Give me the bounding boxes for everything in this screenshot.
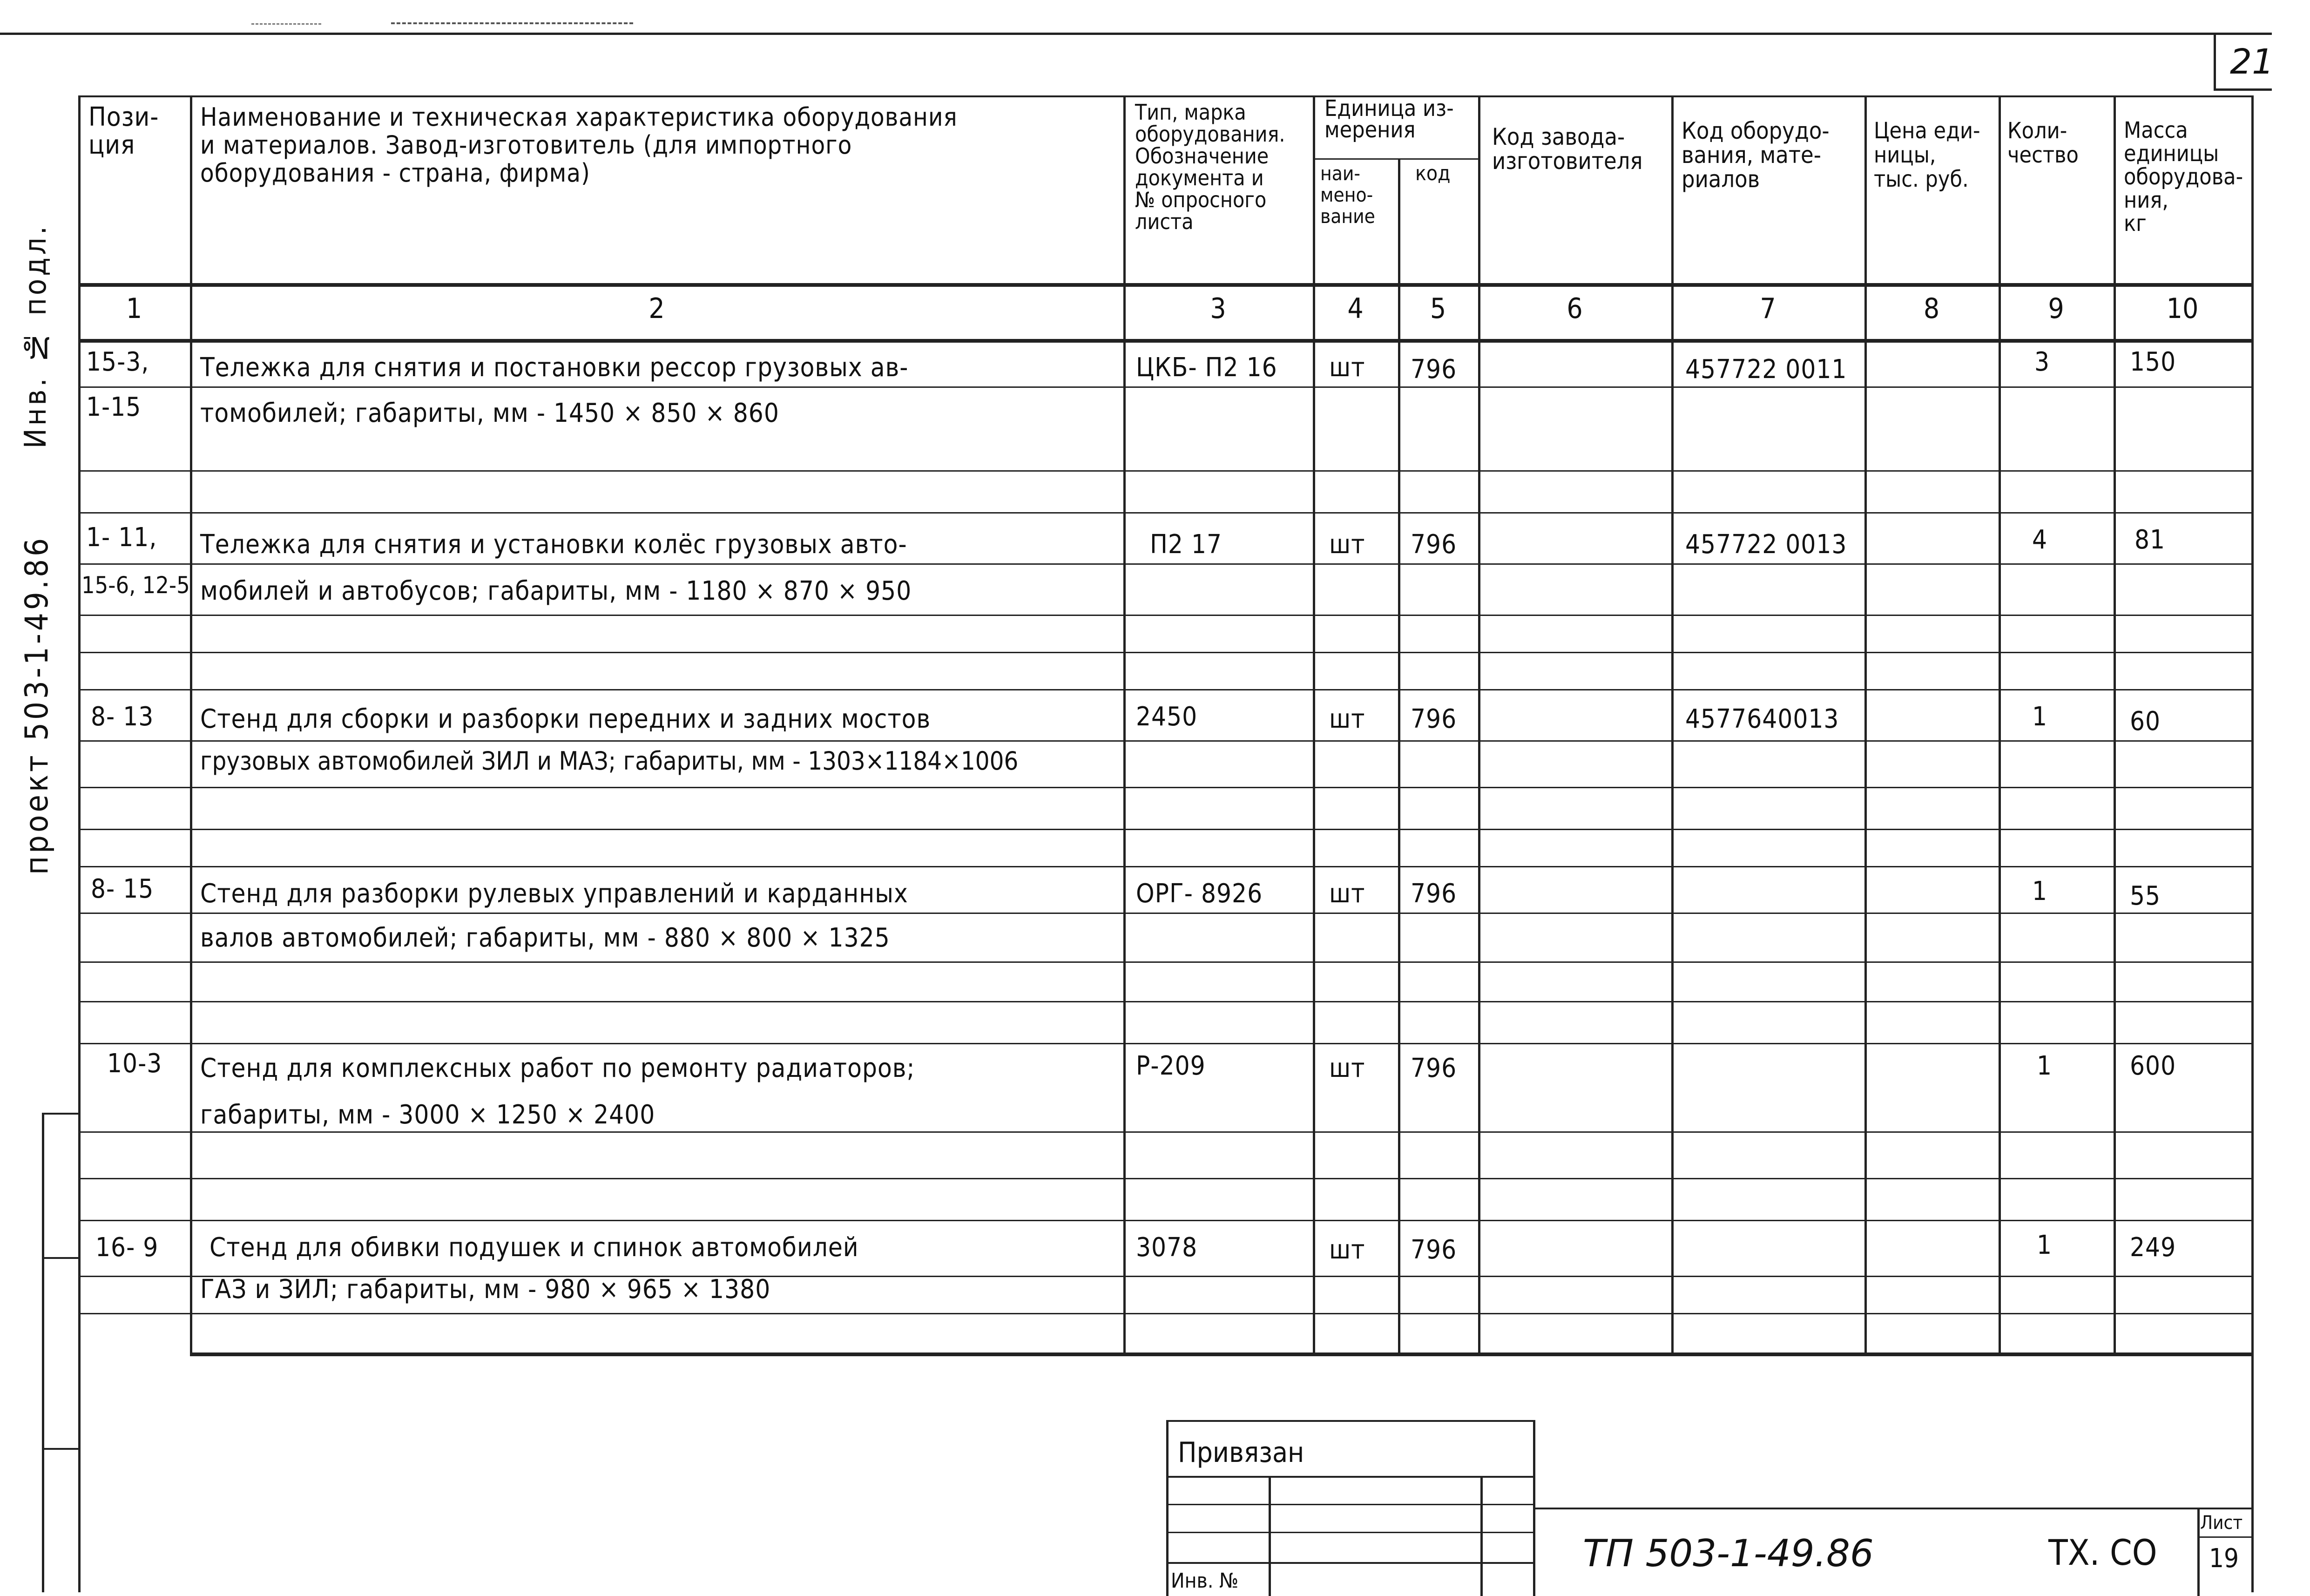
header-bottom-line	[78, 283, 2254, 287]
row-line	[78, 470, 2254, 472]
row-type: ЦКБ- П2 16	[1136, 352, 1277, 383]
row-name: мобилей и автобусов; габариты, мм - 1180 × 870 × 950	[200, 576, 912, 606]
stamp-linked-label: Привязан	[1178, 1436, 1304, 1469]
row-name: Тележка для снятия и постановки рессор грузовых ав-	[200, 352, 909, 383]
page-top-border	[0, 33, 2272, 35]
row-quantity: 1	[2032, 702, 2048, 732]
row-name: Стенд для обивки подушек и спинок автомобилей	[209, 1232, 859, 1263]
row-line	[78, 1178, 2254, 1179]
row-line	[78, 1043, 2254, 1044]
row-mass: 60	[2130, 706, 2161, 737]
header-unit-name: наи- мено- вание	[1320, 162, 1375, 228]
header-unit-mass: Масса единицы оборудова- ния, кг	[2124, 117, 2243, 237]
col-number-bottom-line	[78, 339, 2254, 343]
col-number-3: 3	[1210, 292, 1226, 325]
stamp-line	[1480, 1476, 1483, 1596]
header-type: Тип, марка оборудования. Обозначение документа и № опросного листа	[1135, 100, 1285, 234]
margin-project-label: проект 503-1-49.86	[19, 535, 55, 875]
row-unit-code: 796	[1411, 1235, 1457, 1265]
sheet-label: Лист	[2200, 1512, 2243, 1534]
row-position: 1-15	[86, 392, 142, 422]
table-top-border	[78, 95, 2254, 97]
row-position: 8- 15	[91, 874, 154, 904]
row-line	[78, 913, 2254, 914]
row-type: 3078	[1136, 1232, 1198, 1263]
row-line	[78, 563, 2254, 565]
stamp-line	[1166, 1420, 1169, 1596]
row-line	[78, 652, 2254, 653]
binding-strip-line	[42, 1448, 79, 1450]
row-name: грузовых автомобилей ЗИЛ и МАЗ; габариты, мм - 1303×1184×1006	[200, 746, 1019, 776]
row-position: 10-3	[107, 1048, 162, 1079]
row-unit-code: 796	[1411, 704, 1457, 734]
row-line	[78, 787, 2254, 788]
row-quantity: 1	[2032, 876, 2048, 906]
row-name: томобилей; габариты, мм - 1450 × 850 × 860	[200, 398, 779, 428]
row-position: 1- 11,	[86, 522, 157, 553]
header-quantity: Коли- чество	[2007, 118, 2079, 168]
row-mass: 150	[2130, 347, 2176, 377]
margin-inventory-label: Инв. № подл.	[19, 223, 53, 449]
row-unit: шт	[1329, 1053, 1365, 1083]
sheet-number: 21	[2230, 42, 2274, 82]
col-number-2: 2	[648, 292, 665, 325]
row-unit: шт	[1329, 704, 1365, 734]
sheet-value: 19	[2209, 1543, 2239, 1574]
header-position: Пози- ция	[88, 102, 159, 160]
row-line	[78, 1220, 2254, 1221]
col-number-1: 1	[126, 292, 142, 325]
col-number-8: 8	[1923, 292, 1940, 325]
row-name: Стенд для комплексных работ по ремонту радиаторов;	[200, 1053, 915, 1083]
row-quantity: 1	[2037, 1051, 2053, 1081]
unit-subheader-line	[1313, 158, 1478, 160]
row-line	[78, 386, 2254, 388]
row-position: 8- 13	[91, 702, 154, 732]
header-unit: Единица из- мерения	[1324, 95, 1454, 143]
row-name: габариты, мм - 3000 × 1250 × 2400	[200, 1100, 655, 1130]
row-type: Р-209	[1136, 1051, 1206, 1081]
row-line	[78, 866, 2254, 867]
row-quantity: 1	[2037, 1230, 2053, 1260]
row-name: ГАЗ и ЗИЛ; габариты, мм - 980 × 965 × 1380	[200, 1274, 771, 1305]
row-name: валов автомобилей; габариты, мм - 880 × 800 × 1325	[200, 923, 890, 953]
header-unit-code: код	[1415, 162, 1451, 185]
row-line	[78, 512, 2254, 514]
row-unit-code: 796	[1411, 1053, 1457, 1083]
row-line	[78, 689, 2254, 690]
row-line	[78, 1131, 2254, 1133]
row-equipment-code: 457722 0013	[1685, 529, 1847, 560]
row-line	[78, 740, 2254, 742]
row-line	[78, 1001, 2254, 1002]
row-equipment-code: 4577640013	[1685, 704, 1839, 734]
col-number-4: 4	[1347, 292, 1364, 325]
binding-strip-line	[42, 1257, 79, 1259]
scan-dash-mark	[251, 23, 321, 25]
row-mass: 55	[2130, 881, 2161, 911]
document-mark: ТХ. СО	[2048, 1532, 2157, 1573]
header-equipment-code: Код оборудо- вания, мате- риалов	[1682, 117, 1830, 193]
row-type: П2 17	[1150, 529, 1223, 560]
header-unit-price: Цена еди- ницы, тыс. руб.	[1874, 118, 1980, 192]
row-line	[78, 1313, 2254, 1314]
col-number-7: 7	[1760, 292, 1776, 325]
row-name: Стенд для сборки и разборки передних и задних мостов	[200, 704, 931, 734]
scan-dash-mark	[391, 22, 633, 24]
row-equipment-code: 457722 0011	[1685, 354, 1847, 385]
row-unit-code: 796	[1411, 529, 1457, 560]
row-name: Стенд для разборки рулевых управлений и карданных	[200, 879, 908, 909]
row-line	[78, 615, 2254, 616]
row-position: 16- 9	[95, 1232, 159, 1263]
row-unit: шт	[1329, 352, 1365, 383]
stamp-line	[1535, 1508, 2251, 1509]
row-unit-code: 796	[1411, 354, 1457, 385]
row-quantity: 4	[2032, 525, 2048, 555]
row-mass: 600	[2130, 1051, 2176, 1081]
row-position: 15-3,	[86, 347, 149, 377]
row-mass: 81	[2134, 525, 2166, 555]
header-name: Наименование и техническая характеристика оборудования и материалов. Завод-изготовитель (для импортного оборудования - страна, фирма)	[200, 102, 958, 188]
row-type: 2450	[1136, 702, 1198, 732]
row-unit-code: 796	[1411, 879, 1457, 909]
col-number-5: 5	[1430, 292, 1446, 325]
table-border-right	[2251, 95, 2254, 1592]
row-type: ОРГ- 8926	[1136, 879, 1263, 909]
col-divider	[1398, 158, 1400, 1355]
document-code: ТП 503-1-49.86	[1583, 1532, 1874, 1575]
row-mass: 249	[2130, 1232, 2176, 1263]
row-line	[78, 961, 2254, 963]
row-unit: шт	[1329, 1235, 1365, 1265]
binding-strip-line	[42, 1113, 79, 1115]
stamp-inv-label: Инв. №	[1171, 1569, 1239, 1593]
col-number-9: 9	[2048, 292, 2064, 325]
row-name: Тележка для снятия и установки колёс грузовых авто-	[200, 529, 907, 560]
stamp-line	[1166, 1420, 1535, 1422]
stamp-line	[2197, 1536, 2251, 1538]
row-quantity: 3	[2034, 347, 2050, 377]
table-bottom-line	[190, 1353, 2254, 1356]
row-unit: шт	[1329, 879, 1365, 909]
stamp-line	[2197, 1508, 2200, 1596]
binding-strip-line	[42, 1113, 44, 1592]
stamp-line	[1269, 1476, 1271, 1596]
col-number-6: 6	[1567, 292, 1583, 325]
col-number-10: 10	[2166, 292, 2199, 325]
row-line	[78, 829, 2254, 830]
row-position: 15-6, 12-5	[81, 572, 190, 599]
header-plant-code: Код завода- изготовителя	[1492, 123, 1643, 175]
row-unit: шт	[1329, 529, 1365, 560]
